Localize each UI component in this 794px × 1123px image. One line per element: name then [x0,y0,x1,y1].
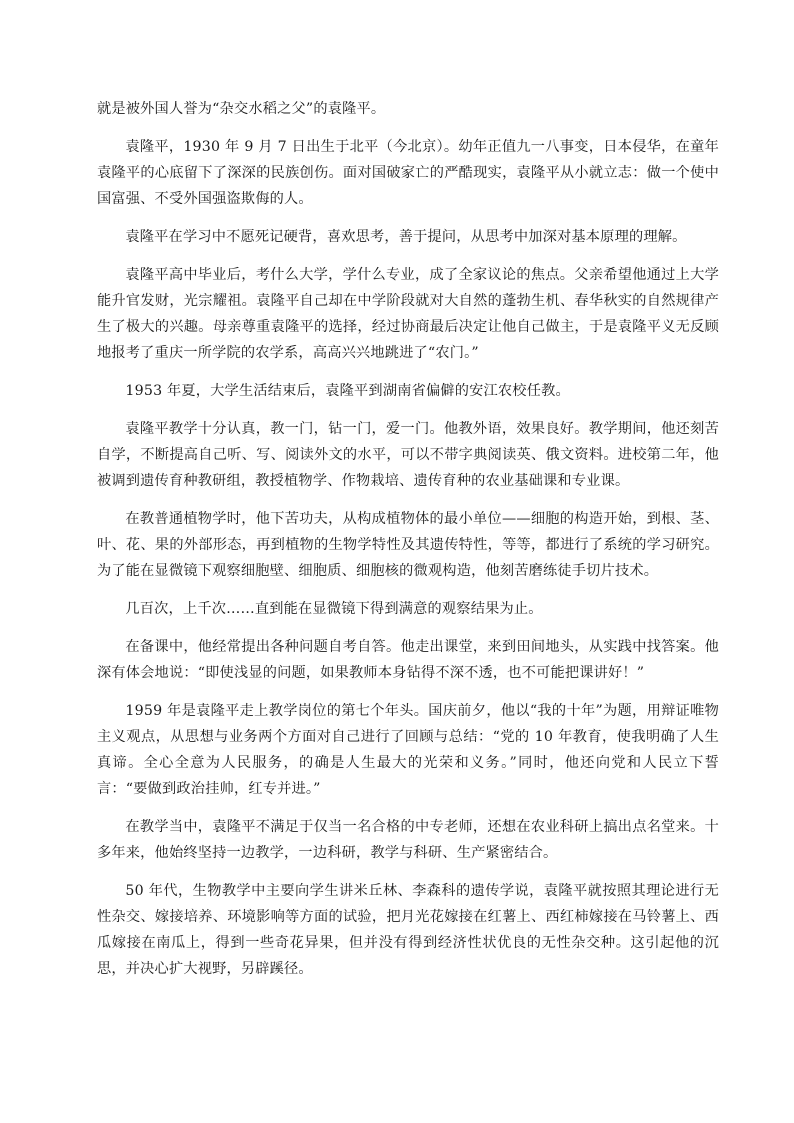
paragraph-7: 在教普通植物学时，他下苦功夫，从构成植物体的最小单位——细胞的构造开始，到根、茎、叶、花、果的外部形态，再到植物的生物学特性及其遗传特性，等等，都进行了系统的学习研究。为了能在显微镜下观察细胞壁、细胞质、细胞核的微观构造，他刻苦磨练徒手切片技术。 [97,511,719,579]
paragraph-1: 就是被外国人誉为“杂交水稻之父”的袁隆平。 [97,101,386,117]
paragraph-6: 袁隆平教学十分认真，教一门，钻一门，爱一门。他教外语，效果良好。教学期间，他还刻苦自学，不断提高自己听、写、阅读外文的水平，可以不带字典阅读英、俄文资料。进校第二年，他被调到遗传育种教研组，教授植物学、作物栽培、遗传育种的农业基础课和专业课。 [97,421,719,489]
paragraph-2: 袁隆平，1930 年 9 月 7 日出生于北平（今北京）。幼年正值九一八事变，日本侵华，在童年袁隆平的心底留下了深深的民族创伤。面对国破家亡的严酷现实，袁隆平从小就立志：做一个使中国富强、不受外国强盗欺侮的人。 [97,139,719,207]
paragraph-5: 1953 年夏，大学生活结束后，袁隆平到湖南省偏僻的安江农校任教。 [125,383,570,399]
paragraph-8: 几百次，上千次……直到能在显微镜下得到满意的观察结果为止。 [125,601,543,617]
paragraph-11: 在教学当中，袁隆平不满足于仅当一名合格的中专老师，还想在农业科研上搞出点名堂来。十多年来，他始终坚持一边教学，一边科研，教学与科研、生产紧密结合。 [97,819,719,861]
paragraph-10: 1959 年是袁隆平走上教学岗位的第七个年头。国庆前夕，他以“我的十年”为题，用辩证唯物主义观点，从思想与业务两个方面对自己进行了回顾与总结：“党的 10 年教育，使我明确了人生真谛。全心全意为人民服务，的确是人生最大的光荣和义务。”同时，他还向党和人民立下誓言：“要做到政治挂帅，红专并进。” [97,703,719,797]
document-body [97,96,719,994]
paragraph-3: 袁隆平在学习中不愿死记硬背，喜欢思考，善于提问，从思考中加深对基本原理的理解。 [125,229,687,245]
paragraph-9: 在备课中，他经常提出各种问题自考自答。他走出课堂，来到田间地头，从实践中找答案。他深有体会地说：“即使浅显的问题，如果教师本身钻得不深不透，也不可能把课讲好！” [97,639,719,681]
paragraph-4: 袁隆平高中毕业后，考什么大学，学什么专业，成了全家议论的焦点。父亲希望他通过上大学能升官发财，光宗耀祖。袁隆平自己却在中学阶段就对大自然的蓬勃生机、春华秋实的自然规律产生了极大的兴趣。母亲尊重袁隆平的选择，经过协商最后决定让他自己做主，于是袁隆平义无反顾地报考了重庆一所学院的农学系，高高兴兴地跳进了“农门。” [97,267,719,361]
paragraph-12: 50 年代，生物教学中主要向学生讲米丘林、李森科的遗传学说，袁隆平就按照其理论进行无性杂交、嫁接培养、环境影响等方面的试验，把月光花嫁接在红薯上、西红柿嫁接在马铃薯上、西瓜嫁接在南瓜上，得到一些奇花异果，但并没有得到经济性状优良的无性杂交种。这引起他的沉思，并决心扩大视野，另辟蹊径。 [97,883,719,977]
